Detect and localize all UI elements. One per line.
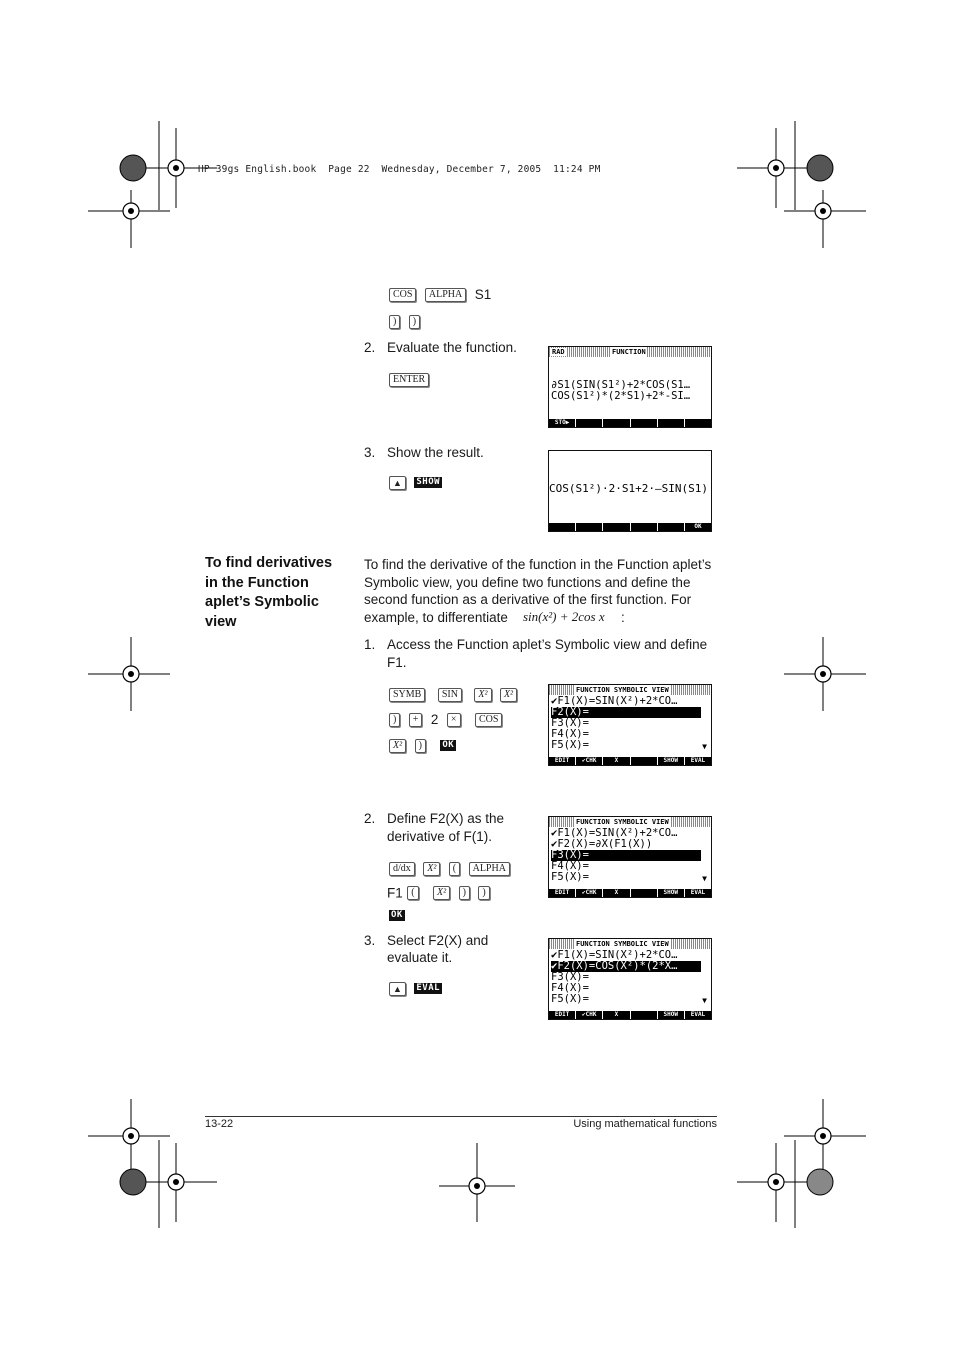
symb-key[interactable]: SYMB [389,688,425,702]
screen-title-bar: FUNCTION SYMBOLIC VIEW [549,939,711,949]
softkey-bar [549,757,711,765]
x-squared-key[interactable]: X² [500,688,517,702]
softkey-bar [549,889,711,897]
softkey-blank[interactable] [631,757,658,765]
open-paren-key[interactable]: ( [407,886,418,900]
show-softkey[interactable]: SHOW [658,1011,685,1019]
sin-key[interactable]: SIN [438,688,462,702]
eval-softkey[interactable]: EVAL [690,1011,706,1018]
screen-line: F4(X)= [551,728,589,740]
key-row-2 [389,313,424,331]
screen-line: ✔F1(X)=SIN(X²)+2*CO… [551,827,678,839]
show-softkey[interactable]: SHOW [658,889,685,897]
keys-b-row-2 [387,884,494,902]
scroll-down-icon: ▼ [702,742,707,751]
keys-b-row-1 [389,860,514,878]
enter-row [389,371,433,389]
step2b-text: derivative of F(1). [387,829,493,844]
multiply-key[interactable]: × [447,713,461,727]
screen-line: F3(X)= [551,717,589,729]
x-squared-key[interactable]: X² [433,886,450,900]
close-paren-key[interactable]: ) [478,886,489,900]
step1-text: Access the Function aplet’s Symbolic view and define [387,637,708,652]
screen-line: F5(X)= [551,993,589,1005]
step2-text: Evaluate the function. [387,340,517,355]
softkey-blank[interactable] [603,523,630,531]
show-row [389,474,446,492]
plus-key[interactable]: + [409,713,423,727]
close-paren-key[interactable]: ) [459,886,470,900]
scroll-down-icon: ▼ [702,996,707,1005]
softkey-blank[interactable] [631,1011,658,1019]
close-paren-key[interactable]: ) [389,713,400,727]
softkey-bar [549,419,711,427]
screen-line: F5(X)= [551,739,589,751]
enter-key[interactable]: ENTER [389,373,429,387]
step3b-text: Select F2(X) and [387,933,489,948]
step3-text: Show the result. [387,445,484,460]
calc-screen-result [548,450,712,532]
softkey-blank[interactable] [658,523,685,531]
formula: sin(x²) + 2cos x [523,609,605,624]
screen-line-selected[interactable]: F3(X)= [551,850,701,861]
softkey-blank[interactable] [603,419,630,427]
show-softkey[interactable]: SHOW [416,477,441,488]
para-line: example, to differentiate [364,610,508,625]
screen-line: COS(S1²)*(2*S1)+2*-SI… [551,390,691,402]
chapter-title: Using mathematical functions [573,1118,717,1130]
s1-text: S1 [474,287,492,303]
close-paren-key[interactable]: ) [415,739,426,753]
formula-colon: : [621,610,625,625]
ok-softkey[interactable]: OK [694,523,702,530]
screen-title-bar: FUNCTION SYMBOLIC VIEW [549,817,711,827]
alpha-key[interactable]: ALPHA [425,288,466,302]
step2b-text: Define F2(X) as the [387,811,505,826]
x-softkey[interactable]: X [603,889,630,897]
sto-softkey[interactable]: STO▶ [549,419,576,427]
calc-screen-symbolic-3 [548,938,712,1020]
screen-line: ✔F1(X)=SIN(X²)+2*CO… [551,695,678,707]
edit-softkey[interactable]: EDIT [549,889,576,897]
keys-a-row-2 [389,711,506,729]
f1-text: F1 [387,885,403,901]
softkey-blank[interactable] [631,523,658,531]
screen-line: ∂S1(SIN(S1²)+2*COS(S1… [551,379,691,391]
softkey-bar [549,1011,711,1019]
book-header: HP 39gs English.book Page 22 Wednesday, December 7, 2005 11:24 PM [198,164,601,175]
chk-softkey[interactable]: ✔CHK [576,1011,603,1019]
screen-line-selected[interactable]: ✔F2(X)=COS(X²)*(2*X… [551,961,701,972]
result-expression: COS(S1²)·2·S1+2·–SIN(S1) [549,482,708,495]
softkey-blank[interactable] [631,889,658,897]
eval-softkey[interactable]: EVAL [690,757,706,764]
ok-softkey[interactable]: OK [391,910,403,921]
para-line: Symbolic view, you define two functions and define the [364,575,691,590]
softkey-bar [549,523,711,531]
eval-row [389,980,446,998]
softkey-blank[interactable] [576,523,603,531]
digit-text: 2 [430,712,439,728]
x-squared-key[interactable]: X² [423,862,440,876]
step3b-num: 3. [364,933,376,948]
screen-line: F4(X)= [551,860,589,872]
screen-line-selected[interactable]: F2(X)= [551,707,701,718]
derivative-key[interactable]: d/dx [389,862,415,876]
scroll-down-icon: ▼ [702,874,707,883]
screen-title-bar: RAD FUNCTION [549,347,711,357]
screen-title-bar: FUNCTION SYMBOLIC VIEW [549,685,711,695]
edit-softkey[interactable]: EDIT [549,757,576,765]
softkey-blank[interactable] [576,419,603,427]
x-squared-key[interactable]: X² [474,688,491,702]
step1-text: F1. [387,655,407,670]
chk-softkey[interactable]: ✔CHK [576,757,603,765]
screen-line: F5(X)= [551,871,589,883]
key-row-1 [389,286,495,304]
open-paren-key[interactable]: ( [449,862,460,876]
screen-line: ✔F2(X)=∂X(F1(X)) [551,838,653,850]
calc-screen-symbolic-1 [548,684,712,766]
eval-softkey[interactable]: EVAL [690,889,706,896]
x-squared-key[interactable]: X² [389,739,406,753]
chk-softkey[interactable]: ✔CHK [576,889,603,897]
close-paren-key[interactable]: ) [389,315,400,329]
softkey-blank[interactable] [631,419,658,427]
x-softkey[interactable]: X [603,757,630,765]
step2-num: 2. [364,340,376,355]
screen-line: F4(X)= [551,982,589,994]
section-heading: To find derivatives in the Function aplet’s Symbolic view [205,555,333,630]
edit-softkey[interactable]: EDIT [549,1011,576,1019]
keys-a-row-1 [389,686,521,704]
calc-screen-function [548,346,712,428]
close-paren-key[interactable]: ) [409,315,420,329]
screen-line: F3(X)= [551,971,589,983]
keys-a-row-3 [389,737,460,755]
cos-key[interactable]: COS [389,288,416,302]
step3b-text: evaluate it. [387,950,453,965]
calc-screen-symbolic-2 [548,816,712,898]
screen-line: ✔F1(X)=SIN(X²)+2*CO… [551,949,678,961]
page-number: 13-22 [205,1118,234,1130]
softkey-blank[interactable] [549,523,576,531]
x-softkey[interactable]: X [603,1011,630,1019]
softkey-blank[interactable] [658,419,685,427]
para-line: To find the derivative of the function in the Function aplet’s [364,557,712,572]
step1-num: 1. [364,637,376,652]
footer-rule [205,1116,717,1117]
step3-num: 3. [364,445,376,460]
eval-softkey[interactable]: EVAL [416,983,441,994]
cos-key[interactable]: COS [475,713,502,727]
show-softkey[interactable]: SHOW [658,757,685,765]
keys-b-row-3 [389,907,409,925]
up-arrow-key[interactable]: ▲ [389,476,406,490]
ok-softkey[interactable]: OK [442,740,455,751]
softkey-blank[interactable] [685,419,711,427]
alpha-key[interactable]: ALPHA [469,862,510,876]
up-arrow-key[interactable]: ▲ [389,982,406,996]
para-line: second function as a derivative of the first function. For [364,592,692,607]
step2b-num: 2. [364,811,376,826]
